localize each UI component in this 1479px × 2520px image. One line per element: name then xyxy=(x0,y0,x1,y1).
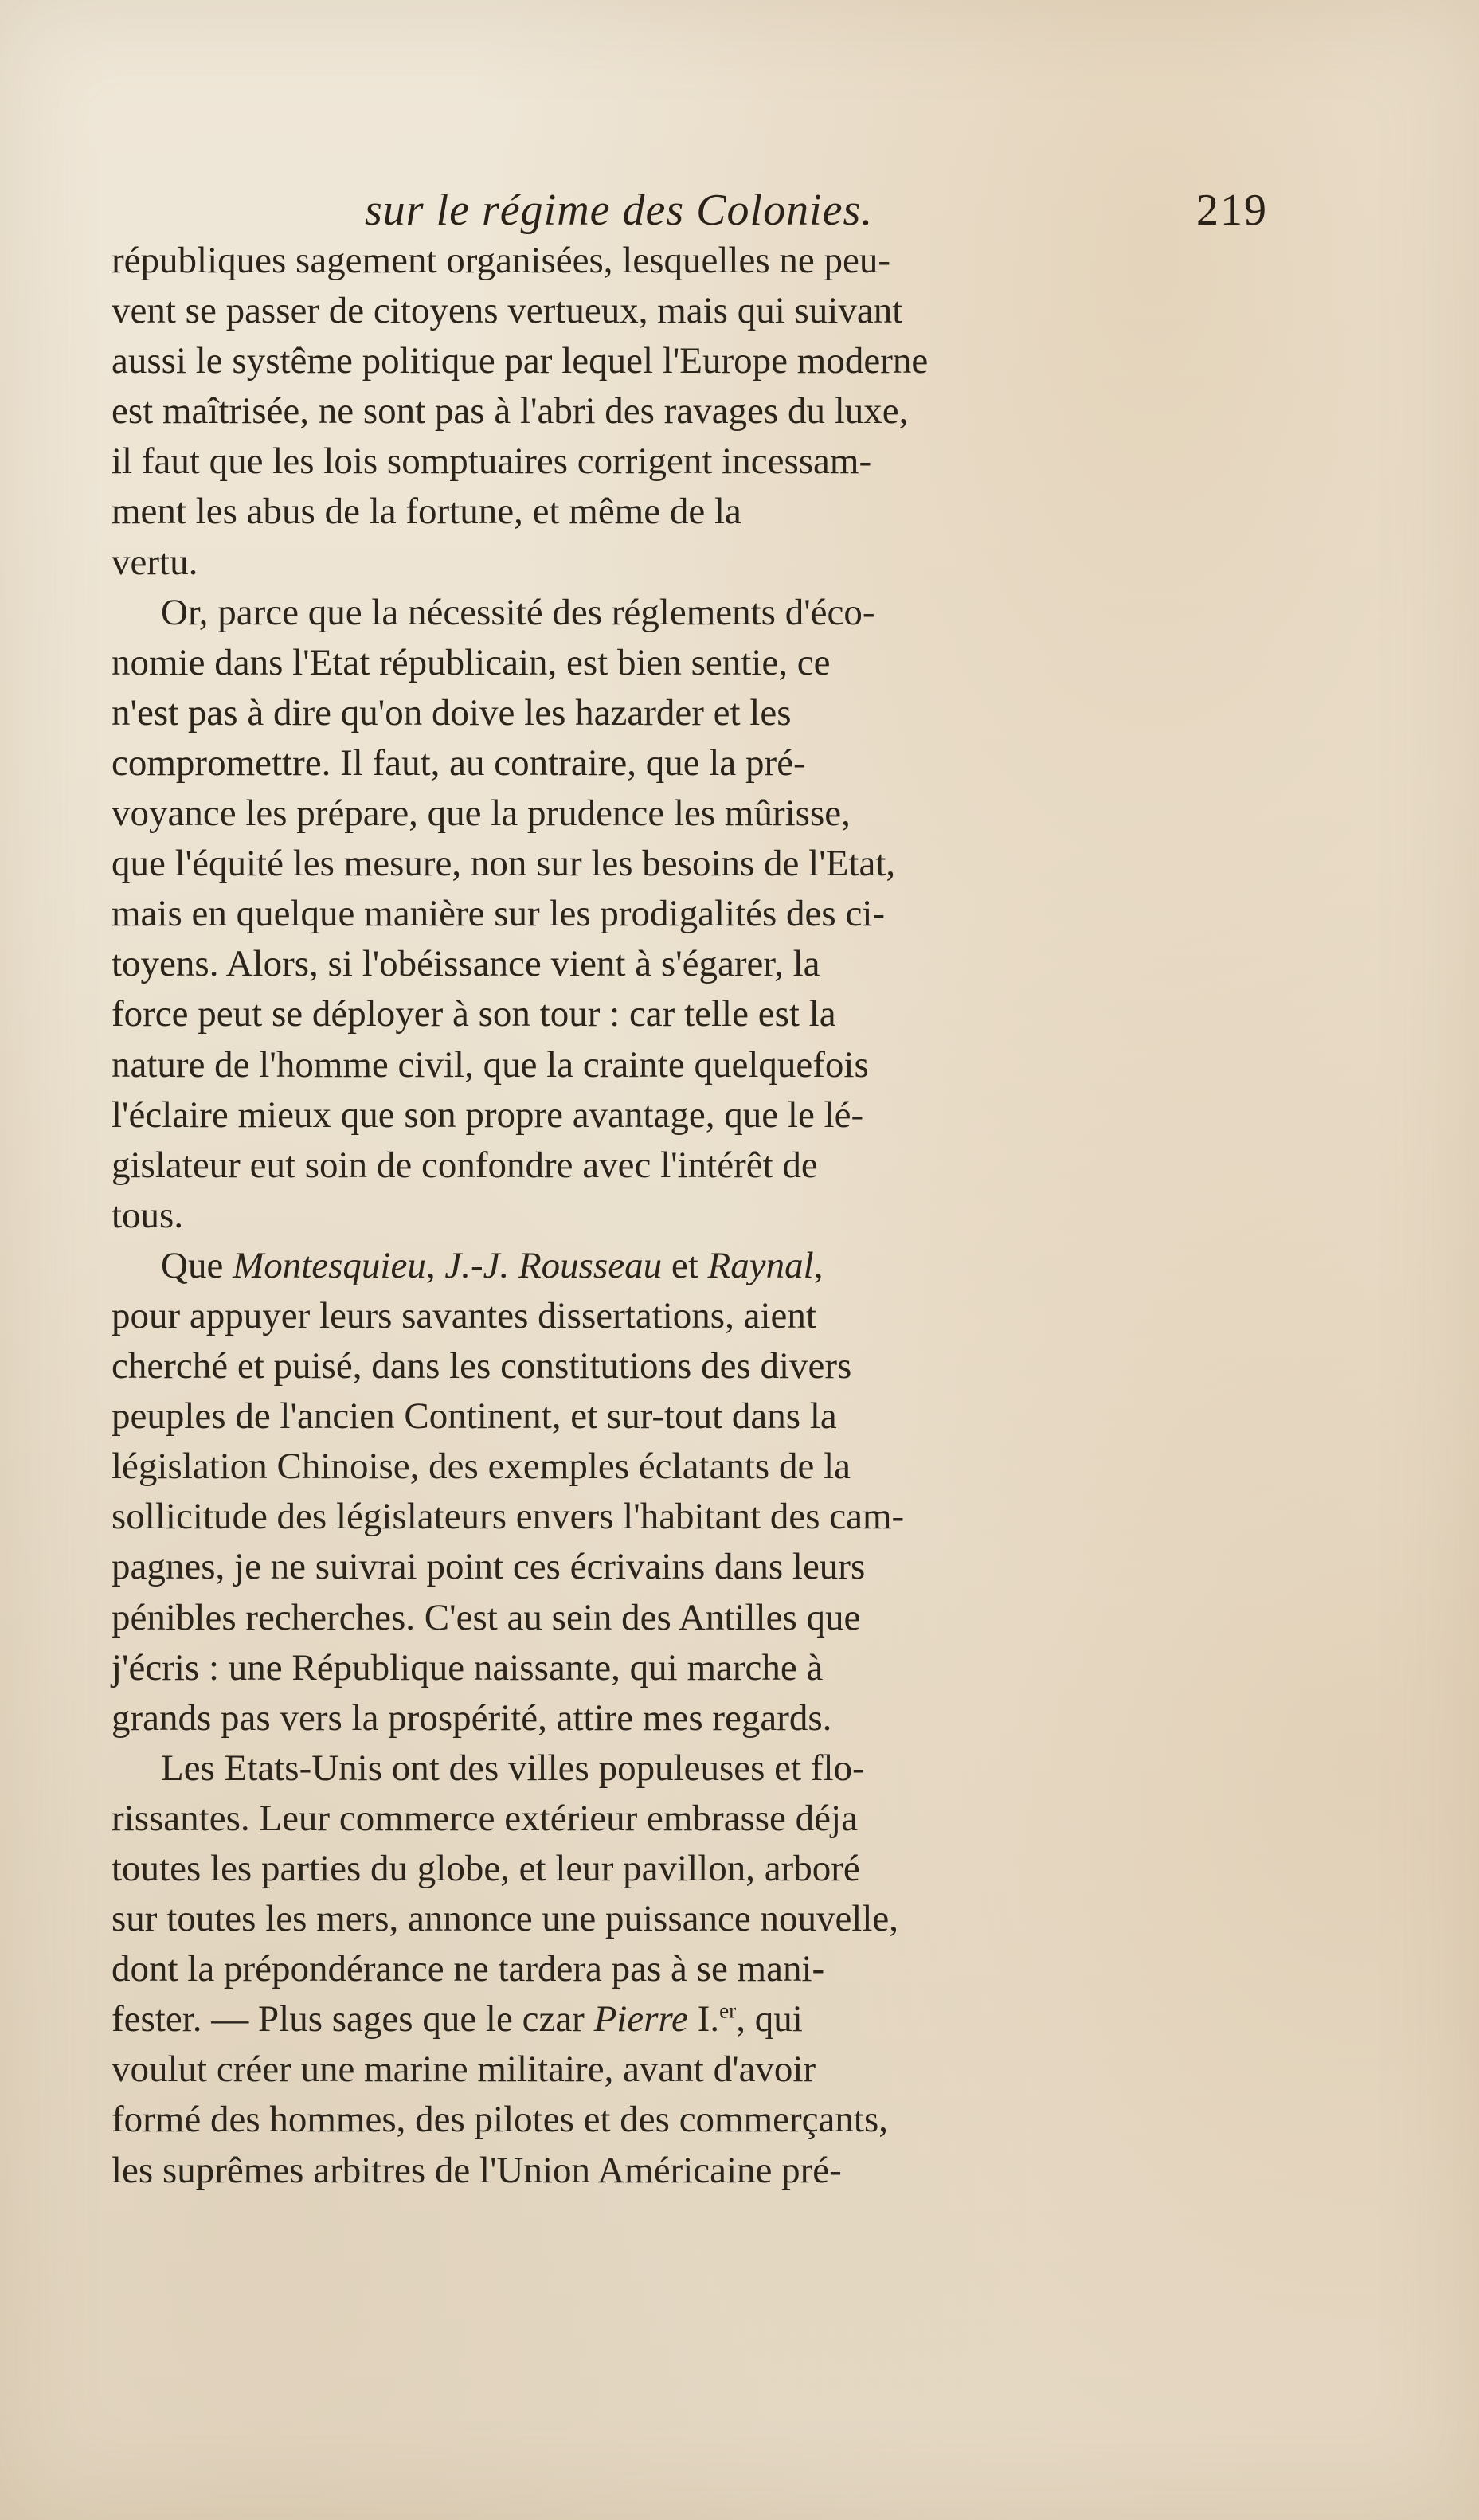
text-line xyxy=(112,1994,1268,2045)
author-name: J.-J. Rousseau xyxy=(444,1244,663,1286)
text-line: peuples de l'ancien Continent, et sur-tout dans la xyxy=(112,1395,837,1438)
text-line: mais en quelque manière sur les prodigalités des ci- xyxy=(112,893,886,935)
text-run: , xyxy=(813,1244,824,1286)
text-line: grands pas vers la prospérité, attire mes regards. xyxy=(112,1696,832,1739)
text-line: Or, parce que la nécessité des réglements d'éco- xyxy=(161,591,875,633)
author-name: Montesquieu xyxy=(233,1244,426,1286)
text-line: j'écris : une République naissante, qui marche à xyxy=(112,1646,824,1688)
text-line: gislateur eut soin de confondre avec l'intérêt de xyxy=(112,1144,818,1186)
body-text xyxy=(112,236,1268,2196)
text-line: compromettre. Il faut, au contraire, que la pré- xyxy=(112,742,806,784)
text-line: sollicitude des législateurs envers l'habitant des cam- xyxy=(112,1496,905,1538)
text-line: cherché et puisé, dans les constitutions des divers xyxy=(112,1345,852,1387)
paragraph-1 xyxy=(112,236,1268,588)
superscript: er xyxy=(719,1998,737,2023)
text-line: nature de l'homme civil, que la crainte quelquefois xyxy=(112,1043,869,1086)
text-line: nomie dans l'Etat républicain, est bien sentie, ce xyxy=(112,641,831,683)
paragraph-2 xyxy=(112,588,1268,1241)
text-line: que l'équité les mesure, non sur les besoins de l'Etat, xyxy=(112,843,896,885)
page-header xyxy=(112,182,1268,239)
paragraph-3 xyxy=(112,1241,1268,1743)
text-line: rissantes. Leur commerce extérieur embrasse déja xyxy=(112,1797,858,1839)
text-line xyxy=(112,1241,1268,1291)
page-number: 219 xyxy=(1196,186,1268,235)
text-run: fester. — Plus sages que le czar xyxy=(112,1998,594,2041)
text-line: toyens. Alors, si l'obéissance vient à s'égarer, la xyxy=(112,943,820,985)
text-line: sur toutes les mers, annonce une puissance nouvelle, xyxy=(112,1898,899,1940)
text-line: vertu. xyxy=(112,541,198,583)
text-line: toutes les parties du globe, et leur pavillon, arboré xyxy=(112,1848,860,1889)
text-run: , xyxy=(425,1244,445,1286)
author-name: Raynal xyxy=(707,1244,814,1286)
text-line: vent se passer de citoyens vertueux, mais qui suivant xyxy=(112,290,903,332)
text-line: tous. xyxy=(112,1194,184,1236)
text-run: et xyxy=(662,1244,708,1286)
text-line: est maîtrisée, ne sont pas à l'abri des ravages du luxe, xyxy=(112,390,909,432)
text-line: ment les abus de la fortune, et même de la xyxy=(112,491,741,533)
text-line: l'éclaire mieux que son propre avantage, que le lé- xyxy=(112,1094,864,1136)
text-line: pagnes, je ne suivrai point ces écrivains dans leurs xyxy=(112,1546,866,1588)
text-line: aussi le systême politique par lequel l'Europe moderne xyxy=(112,340,929,382)
text-line: force peut se déployer à son tour : car telle est la xyxy=(112,993,836,1035)
text-line: républiques sagement organisées, lesquelles ne peu- xyxy=(112,240,891,281)
person-name: Pierre xyxy=(593,1998,688,2041)
text-line: Les Etats-Unis ont des villes populeuses et flo- xyxy=(161,1747,865,1789)
paragraph-4 xyxy=(112,1743,1268,2196)
text-line: pénibles recherches. C'est au sein des Antilles que xyxy=(112,1596,861,1638)
text-line: n'est pas à dire qu'on doive les hazarder et les xyxy=(112,691,792,734)
text-run: I. xyxy=(687,1998,720,2041)
running-title: sur le régime des Colonies. xyxy=(365,186,874,235)
text-line: pour appuyer leurs savantes dissertations, aient xyxy=(112,1294,816,1336)
text-line: formé des hommes, des pilotes et des commerçants, xyxy=(112,2099,888,2141)
text-line: législation Chinoise, des exemples éclatants de la xyxy=(112,1446,851,1488)
text-line: dont la prépondérance ne tardera pas à se mani- xyxy=(112,1948,825,1990)
text-run: Que xyxy=(161,1244,233,1286)
text-line: voyance les prépare, que la prudence les mûrisse, xyxy=(112,792,851,835)
text-line: voulut créer une marine militaire, avant d'avoir xyxy=(112,2048,816,2091)
text-line: les suprêmes arbitres de l'Union Américaine pré- xyxy=(112,2149,842,2191)
text-line: il faut que les lois somptuaires corrigent incessam- xyxy=(112,440,872,483)
text-run: , qui xyxy=(736,1998,803,2041)
